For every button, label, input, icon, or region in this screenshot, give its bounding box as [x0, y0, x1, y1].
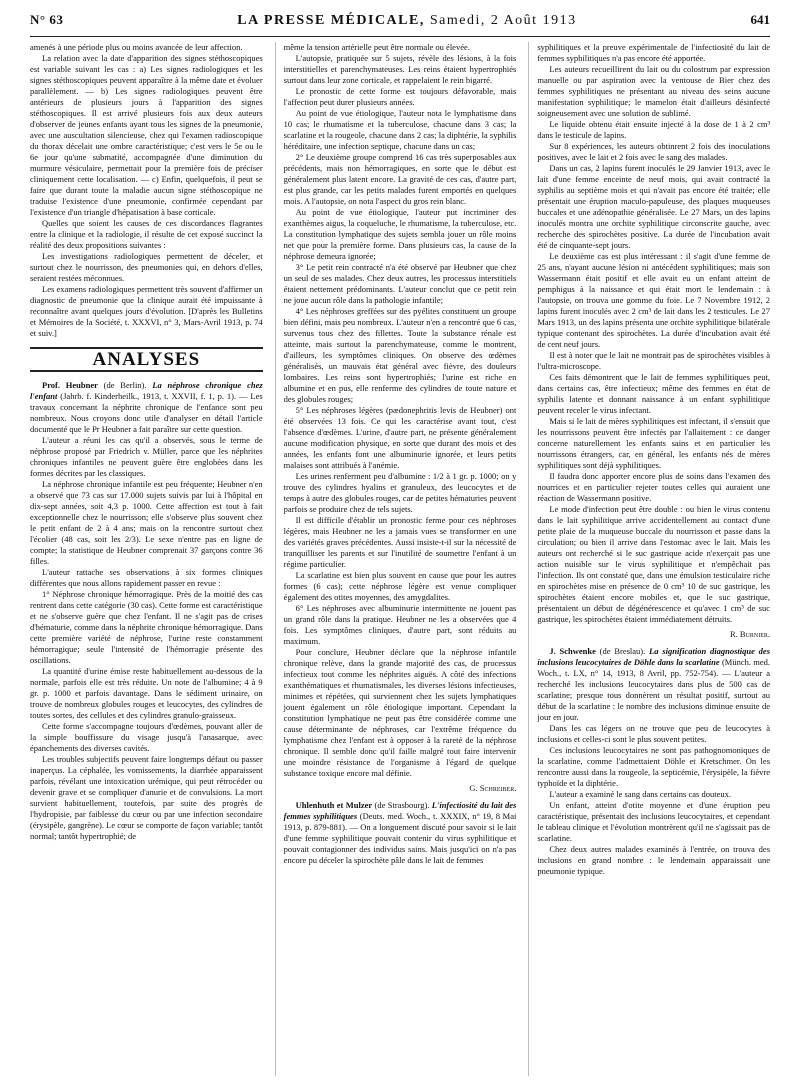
paragraph: Pour conclure, Heubner déclare que la néphrose infantile chronique relève, dans la grande majorité des cas, de processus infectieux tout comme les néphrites aiguës. A côté des infections exanthématiques et rhumatismales, les diverses lésions infectieuses, minimes et répétées, qui surviennent chez les sujets lymphatiques jouent également un rôle étiologique important. Cependant la constitution lymphatique ne peut pas être considérée comme une cause déterminante de néphroses, car l'extrême fréquence du lymphatisme chez l'enfant est à opposer à la rareté de la néphrose chronique. Il semble donc qu'il faille malgré tout faire intervenir une moindre résistance de l'organisme à l'égard de quelque substance toxique encore mal définie. [283, 647, 517, 778]
journal-name: LA PRESSE MÉDICALE, [237, 13, 425, 28]
article-title: La néphrose chronique chez l'enfant [30, 380, 263, 401]
paragraph: Au point de vue étiologique, l'auteur put incriminer des exanthèmes aigus, la coqueluche, le rhumatisme, la tuberculose, etc. La constitution lymphatique des sujets sembla jouer un rôle moins net que pour la première forme. Dans plusieurs cas, la cause de la néphrose demeura ignorée; [283, 207, 517, 261]
article-reference: (Deuts. med. Woch., t. XXXIX, n° 19, 8 Mai 1913, p. 879-881). — On a longuement discuté pour savoir si le lait d'une femme syphilitique pouvait contenir du virus syphilitique et pouvait contagionner des individus sains. Mais jusqu'ici on n'a pas encore pu déceler la spirochète pâle dans le lait de femmes [283, 811, 517, 865]
article-heading [284, 800, 517, 866]
article-author: J. Schwenke [549, 646, 596, 656]
paragraph: syphilitiques et la preuve expérimentale de l'infectiosité du lait de femmes syphilitiques n'a pas encore été apportée. [537, 42, 771, 63]
paragraph: 5° Les néphroses légères (pædonephritis levis de Heubner) ont été observées 13 fois. Ce qui les caractérise avant tout, c'est l'absence d'œdèmes. L'urine, d'autre part, ne présente généralement aucune modification physique, en sorte que durant des mois et des années, les enfants font une albuminurie ignorée, et leurs petits malaises sont attribués à l'anémie. [283, 405, 517, 470]
paragraph: L'autopsie, pratiquée sur 5 sujets, révèle des lésions, à la fois interstitielles et parenchymateuses. Les reins étaient hypertrophiés surtout dans leur zone corticale, et rappelaient le rein bigarré. [283, 53, 517, 85]
paragraph: Le mode d'infection peut être double : ou bien le virus contenu dans le lait syphilitique arrive accidentellement au contact d'une petite plaie de la muqueuse buccale du nourrisson et passe dans la circulation; ou bien il arrive dans l'estomac avec le lait. Mais les auteurs ont recherché si le suc gastrique acide n'exerçait pas une action nuisible sur le virus syphilitique et n'empêchait pas l'infection. Ils ont constaté que, dans une émulsion testiculaire riche en spirochètes mise en présence de 0 cm³ 10 de suc gastrique, les spirochètes étaient encore mobiles et, que le suc gastrique, présentaient un début de dégénérescence et qu'avec 1 cm³ de suc gastrique, les spirochètes étaient immédiatement détruits. [537, 504, 771, 624]
paragraph: Au point de vue étiologique, l'auteur nota le lymphatisme dans 10 cas; le rhumatisme et la tuberculose, chacune dans 3 cas; la scarlatine et la rougeole, chacune dans 2 cas; la diphtérie, la syphilis héréditaire, une infection septique, chacune dans un cas; [283, 108, 517, 151]
paragraph: Cette forme s'accompagne toujours d'œdèmes, pouvant aller de la simple bouffissure du visage jusqu'à l'anasarque, avec épanchements des diverses cavités. [30, 721, 263, 753]
column-left [30, 42, 263, 1076]
paragraph: La relation avec la date d'apparition des signes stéthoscopiques est variable suivant les cas : a) Les signes radiologiques et les signes stéthoscopiques peuvent apparaître à la même date et évoluer parallèlement. — b) Les signes radiologiques peuvent être antérieurs de plusieurs jours à l'apparition des signes stéthoscopiques. Il est arrivé plusieurs fois aux deux auteurs d'observer de jeunes enfants ayant tous les signes de la pneumonie, avec une auscultation silencieuse, chez qui l'examen radioscopique du thorax décelait une ombre caractéristique; c'est vers le 5e ou le 6e jour qu'une submatité, accompagnée d'une diminution du murmure vésiculaire, permettait pour la première fois de préciser cliniquement cette localisation. — c) Enfin, quelquefois, il peut se faire que durant toute la maladie aucun signe stéthoscopique ne traduise l'existence d'une pneumonie, confirmée cependant par l'existence d'un triangle d'hépatisation à base corticale. [30, 53, 263, 217]
paragraph: Il est difficile d'établir un pronostic ferme pour ces néphroses légères, mais Heubner ne les a jamais vues se transformer en une des variétés graves précédentes. Aussi insiste-t-il sur la nécessité de tranquilliser les parents et sur l'inutilité de soumettre l'enfant à un régime particulier. [283, 515, 517, 569]
paragraph: amenés à une période plus ou moins avancée de leur affection. [30, 42, 243, 52]
article-author: Uhlenhuth et Mulzer [295, 800, 373, 810]
paragraph: 3° Le petit rein contracté n'a été observé par Heubner que chez un seul de ses malades. Chez deux autres, les processus interstitiels étaient nettement prédominants. L'auteur conclut que ce petit rein ne joue aucun rôle dans la pathologie infantile; [283, 262, 517, 305]
paragraph: Le pronostic de cette forme est toujours défavorable, mais l'affection peut durer plusieurs années. [283, 86, 517, 107]
paragraph: La néphrose chronique infantile est peu fréquente; Heubner n'en a observé que 73 cas sur 17.000 sujets suivis par lui à l'hôpital en dix-sept années, soit 4,3 p. 1000. Cette affection est tout à fait exceptionnelle chez le nourrisson; elle s'observe plus souvent chez le petit enfant de 2 à 4 ans; mais on la rencontre surtout chez l'écolier (48 cas, soit les 2/3). Le sexe n'entre pas en ligne de compte; la statistique de Heubner comprenait 37 garçons contre 36 filles. [30, 479, 263, 566]
page-number: 641 [750, 12, 770, 27]
paragraph: Dans les cas légers on ne trouve que peu de leucocytes à inclusions et celles-ci sont le plus souvent petites. [537, 723, 771, 744]
article-place: (de Strasbourg). [372, 800, 430, 810]
paragraph: même la tension artérielle peut être normale ou élevée. [283, 42, 470, 52]
paragraph: 2° Le deuxième groupe comprend 16 cas très superposables aux précédents, mais non hémorragiques, en sorte que le début est généralement plus latent encore. La gravité de ces cas, d'autre part, est plus grande, car les petits malades furent emportés en quelques mois. A l'autopsie, on nota l'aspect du gros rein blanc. [283, 152, 517, 206]
column-middle [275, 42, 517, 1076]
paragraph: Chez deux autres malades examinés à l'entrée, on trouva des inclusions en grand nombre : le lendemain apparaissait une pneumonie typique. [537, 844, 771, 876]
signature: R. Burnier. [729, 629, 771, 639]
paragraph: Les auteurs recueillirent du lait ou du colostrum par expression manuelle ou par aspiration avec la ventouse de Bier chez des femmes syphilitiques ne présentant au niveau des seins aucune manifestation syphilitique; le mamelon était d'ailleurs désinfecté soigneusement avec une solution de sublimé. [537, 64, 771, 118]
paragraph: 6° Les néphroses avec albuminurie intermittente ne jouent pas un grand rôle dans la pratique. Heubner ne les a observées que 4 fois. Les symptômes cliniques, d'autre part, sont réduits au maximum. [283, 603, 517, 646]
paragraph: Les troubles subjectifs peuvent faire longtemps défaut ou passer inaperçus. La céphalée, les vomissements, la diarrhée apparaissent parfois, révélant une intoxication urémique, qui peut rétrocéder ou devenir grave et se compliquer d'anurie et de convulsions. La mort survient habituellement, toutefois, par suite des progrès de l'hydropisie, par faiblesse du cœur ou par une infection secondaire (érysipèle, gangrène). Le cœur se comporte de façon variable; tantôt normal; tantôt hypertrophié; de [30, 754, 263, 841]
article-reference: (Jahrb. f. Kinderheilk., 1913, t. XXVII, f. 1, p. 1). — Les travaux concernant la néphrite chronique de l'enfance sont peu nombreux. Nous croyons donc utile d'analyser en détail l'article documenté que le Pr Heubner a fait paraître sur cette question. [30, 391, 263, 434]
paragraph: Les examens radiologiques permettent très souvent d'affirmer un diagnostic de pneumonie que la clinique aurait été impuissante à reconnaître avant quelques jours d'évolution. [D'après les Bulletins et Mémoires de la Société, t. XXXVI, n° 3, Mars-Avril 1913, p. 74 et suiv.] [30, 284, 263, 338]
paragraph: 1° Néphrose chronique hémorragique. Près de la moitié des cas rentrent dans cette catégorie (30 cas). Cette forme est caractéristique et ne s'observe guère que chez l'enfant. Il ne s'agit pas de crises d'hématurie, comme dans la néphrite chronique hémorragique. Dans cette première variété de néphrose, l'urine reste constamment hémorragique; seule l'intensité de l'hémorragie présente des oscillations. [30, 589, 263, 665]
paragraph: Le liquide obtenu était ensuite injecté à la dose de 1 à 2 cm³ dans le testicule de lapins. [537, 119, 771, 140]
article-heading [30, 380, 263, 435]
issue-number: N° 63 [30, 12, 64, 27]
paragraph: Ces faits démontrent que le lait de femmes syphilitiques peut, dans certains cas, être infectieux; même des femmes en état de syphilis latente et donnant naissance à un enfant syphilitique peuvent receler le virus infectant. [537, 372, 771, 415]
paragraph: La quantité d'urine émise reste habituellement au-dessous de la normale, parfois elle est très réduite. Un note de l'albumine; 4 à 9 gr. p. 1000 et parfois davantage. Dans le sédiment urinaire, on trouve de nombreux globules rouges et leucocytes, des cylindres de toutes sortes, des cellules et des cylindres granulo-graisseux. [30, 666, 263, 720]
paragraph: 4° Les néphroses greffées sur des pyélites constituent un groupe bien défini, mais peu nombreux. L'auteur n'en a rencontré que 6 cas, survenus tous chez des fillettes. Toute la substance rénale est atteinte, mais surtout la parenchymateuse, comme le montrent, d'ailleurs, les symptômes cliniques. On observe des œdèmes généralisés, un mauvais état général avec fièvre, des douleurs lombaires. Les reins sont hypertrophiés; l'urine est riche en albumine et en pus, elle renferme des cylindres de toute nature et des globules rouges; [283, 306, 517, 404]
paragraph: Un enfant, atteint d'otite moyenne et d'une éruption peu caractéristique, présentait des inclusions leucocytaires, et cependant le tableau clinique et l'évolution montrèrent qu'il ne s'agissait pas de scarlatine. [537, 800, 771, 843]
paragraph: L'auteur a examiné le sang dans certains cas douteux. [549, 789, 731, 799]
paragraph: L'auteur rattache ses observations à six formes cliniques différentes que nous allons rapidement passer en revue : [30, 567, 263, 588]
paragraph: Dans un cas, 2 lapins furent inoculés le 29 Janvier 1913, avec le lait d'une femme enceinte de neuf mois, qui avait contracté la syphilis au septième mois et qui n'avait pas encore été traitée; elle présentait une éruption maculo-papuleuse, des plaques muqueuses buccales et une adénopathie généralisée. Le 27 Mars, un des lapins inoculés montra une orchite syphilitique circonscrite gauche, avec recherche des spirochètes positive. La durée de l'incubation avait été de cinquante-sept jours. [537, 163, 771, 250]
paragraph: L'auteur a réuni les cas qu'il a observés, sous le terme de néphrose proposé par Friedrich v. Müller, parce que les néphrites chroniques infantiles ne peuvent guère être englobées dans les formes décrites par les classiques. [30, 435, 263, 478]
page-header [30, 12, 770, 37]
article-heading [537, 646, 770, 723]
paragraph: Il faudra donc apporter encore plus de soins dans l'examen des nourrices et en particulier rejeter toutes celles qui auraient une réaction de Wassermann positive. [537, 471, 771, 503]
issue-date: Samedi, 2 Août 1913 [424, 13, 577, 28]
paragraph: Sur 8 expériences, les auteurs obtinrent 2 fois des inoculations positives, avec le lait et 2 fois avec le sang des malades. [537, 141, 771, 162]
paragraph: Le deuxième cas est plus intéressant : il s'agit d'une femme de 25 ans, n'ayant aucune lésion ni antécédent syphilitiques; mais son Wassermann était positif et elle avait eu un enfant atteint de pemphigus à la naissance et qui était mort le lendemain : à l'autopsie, on trouva une gomme du foie. Le 7 Novembre 1912, 2 lapins furent inoculés avec 2 cm³ de lait dans les 2 testicules. Le 27 Mars 1913, un des lapins présenta une orchite syphilitique bilatérale typique contenant des spirochètes. La durée d'incubation avait été de cent neuf jours. [537, 251, 771, 349]
article-author: Prof. Heubner [42, 380, 98, 390]
article-title: L'infectiosité du lait des femmes syphilitiques [283, 800, 517, 821]
paragraph: Ces inclusions leucocytaires ne sont pas pathognomoniques de la scarlatine, comme l'admettaient Döhle et Kretschmer. On les rencontre aussi dans la rougeole, la septicémie, l'érysipèle, la fièvre typhoïde et la diphtérie. [537, 745, 771, 788]
paragraph: Les investigations radiologiques permettent de déceler, et surtout chez le nourrisson, des pneumonies qui, en dehors d'elles, seraient restées méconnues. [30, 251, 263, 283]
paragraph: Les urines renferment peu d'albumine : 1/2 à 1 gr. p. 1000; on y trouve des cylindres hyalins et granuleux, des leucocytes et de temps à autre des globules rouges, car de petites hématuries peuvent parfois se produire chez de tels sujets. [283, 471, 517, 514]
article-place: (de Berlin). [97, 380, 147, 390]
paragraph: Il est à noter que le lait ne montrait pas de spirochètes visibles à l'ultra-microscope. [537, 350, 771, 371]
signature: G. Schreiber. [469, 783, 517, 793]
paragraph: Mais si le lait de mères syphilitiques est infectant, il s'ensuit que les nourrissons peuvent être infectés par l'allaitement : ce danger concerne naturellement les enfants sains et en particulier les nourrissons étrangers, car, en général, les enfants nés de mères syphilitiques sont déjà syphilitiques. [537, 416, 771, 470]
paragraph: Quelles que soient les causes de ces discordances flagrantes entre la clinique et la radiologie, il résulte de cet exposé succinct la réalité des deux propositions suivantes : [30, 218, 263, 250]
journal-title [237, 13, 576, 29]
paragraph: La scarlatine est bien plus souvent en cause que pour les autres formes (6 cas); cette néphrose légère est venue compliquer également des otites moyennes, des amygdalites. [283, 570, 517, 602]
article-title: La signification diagnostique des inclusions leucocytaires de Döhle dans la scarlatine [537, 646, 771, 667]
article-reference: (Münch. med. Woch., t. LX, n° 14, 1913, 8 Avril, pp. 752-754). — L'auteur a recherché les inclusions leucocytaires dans plus de 500 cas de scarlatine; presque tous donnèrent un résultat positif, surtout au début de la scarlatine : le nombre des inclusions diminue ensuite de jour en jour. [537, 657, 771, 722]
article-place: (de Breslau). [595, 646, 646, 656]
section-title: ANALYSES [30, 347, 263, 372]
article-columns [30, 42, 770, 1076]
column-right [528, 42, 770, 1076]
